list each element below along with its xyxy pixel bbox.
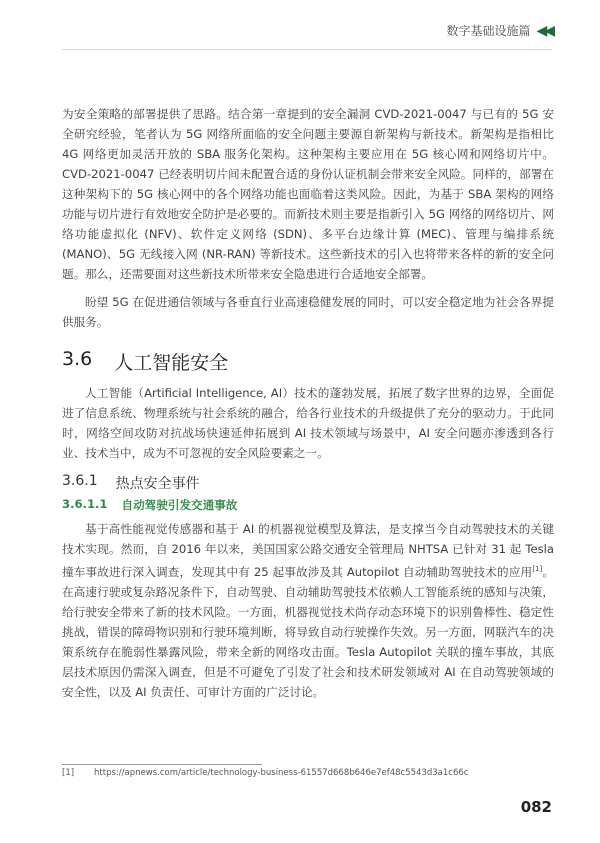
double-chevron-left-icon: ◀◀ xyxy=(536,22,552,39)
subsection-heading xyxy=(62,473,554,493)
section-number: 3.6 xyxy=(62,348,93,370)
body-paragraph xyxy=(62,519,554,702)
subsubsection-number: 3.6.1.1 xyxy=(62,497,108,511)
header-divider xyxy=(62,49,552,50)
footnote-divider xyxy=(62,764,262,765)
body-paragraph: 人工智能（Artificial Intelligence, AI）技术的蓬勃发展，拓展了数字世界的边界，全面促进了信息系统、物理系统与社会系统的融合，给各行业技术的升级提供了充分的驱动力。于此同时，网络空间攻防对抗战场快速延伸拓展到 AI 技术领域与场景中，AI 安全问题亦渗透到各行业、技术当中，成为不可忽视的安全风险要素之一。 xyxy=(62,386,554,460)
subsubsection-title: 自动驾驶引发交通事故 xyxy=(121,498,238,512)
footnote xyxy=(62,768,468,778)
section-title: 人工智能安全 xyxy=(114,352,229,374)
page-content xyxy=(62,104,554,702)
body-paragraph: 盼望 5G 在促进通信领域与各垂直行业高速稳健发展的同时，可以安全稳定地为社会各界提供服务。 xyxy=(62,295,554,329)
paragraph-text: 。在高速行驶或复杂路况条件下，自动驾驶、自动辅助驾驶技术依赖人工智能系统的感知与决策，给行驶安全带来了新的技术风险。一方面，机器视觉技术尚存动态环境下的识别鲁棒性、稳定性挑战，错误的障碍物识别和行驶环境判断，将导致自动行驶操作失效。另一方面，网联汽车的决策系统存在脆弱性暴露风险，带来全新的网络攻击面。Tesla Autopilot 关联的撞车事故，其底层技术原因仍需深入调查，但是不可避免了引发了社会和技术研发领域对 AI 在自动驾驶领域的安全性，以及 AI 负责任、可审计方面的广泛讨论。 xyxy=(62,564,554,699)
header-section-title: 数字基础设施篇 xyxy=(446,24,531,38)
section-heading xyxy=(62,348,554,375)
footnote-url[interactable]: https://apnews.com/article/technology-business-61557d668b646e7ef48c5543d3a1c66c xyxy=(94,768,469,778)
subsubsection-heading xyxy=(62,497,554,513)
paragraph-text: 基于高性能视觉传感器和基于 AI 的机器视觉模型及算法，是支撑当今自动驾驶技术的关键技术实现。然而，自 2016 年以来，美国国家公路交通安全管理局 NHTSA 已针对 31 起 Tesla 撞车事故进行深入调查，发现其中有 25 起事故涉及其 Autopilot 自动辅助驾驶技术的应用 xyxy=(62,522,554,579)
subsection-number: 3.6.1 xyxy=(62,473,98,489)
subsection-title: 热点安全事件 xyxy=(115,476,200,492)
page-number: 082 xyxy=(520,798,552,816)
footnote-mark: [1] xyxy=(62,768,75,778)
running-header xyxy=(446,22,552,39)
footnote-reference[interactable]: [1] xyxy=(532,565,543,573)
body-paragraph: 为安全策略的部署提供了思路。结合第一章提到的安全漏洞 CVD-2021-0047 与已有的 5G 安全研究经验，笔者认为 5G 网络所面临的安全问题主要源自新架构与新技术。新架构是指相比 4G 网络更加灵活开放的 SBA 服务化架构。这种架构主要应用在 5G 核心网和网络切片中。CVD-2021-0047 已经表明切片间未配置合适的身份认证机制会带来安全风险。同样的，部署在这种架构下的 5G 核心网中的各个网络功能也面临着这类风险。因此，为基于 SBA 架构的网络功能与切片进行有效地安全防护是必要的。而新技术则主要是指新引入 5G 网络的网络切片、网络功能虚拟化 (NFV)、软件定义网络 (SDN)、多平台边缘计算 (MEC)、管理与编排系统 (MANO)、5G 无线接入网 (NR-RAN) 等新技术。这些新技术的引入也将带来各样的新的安全问题。那么，还需要面对这些新技术所带来安全隐患进行合适地安全部署。 xyxy=(62,107,554,281)
